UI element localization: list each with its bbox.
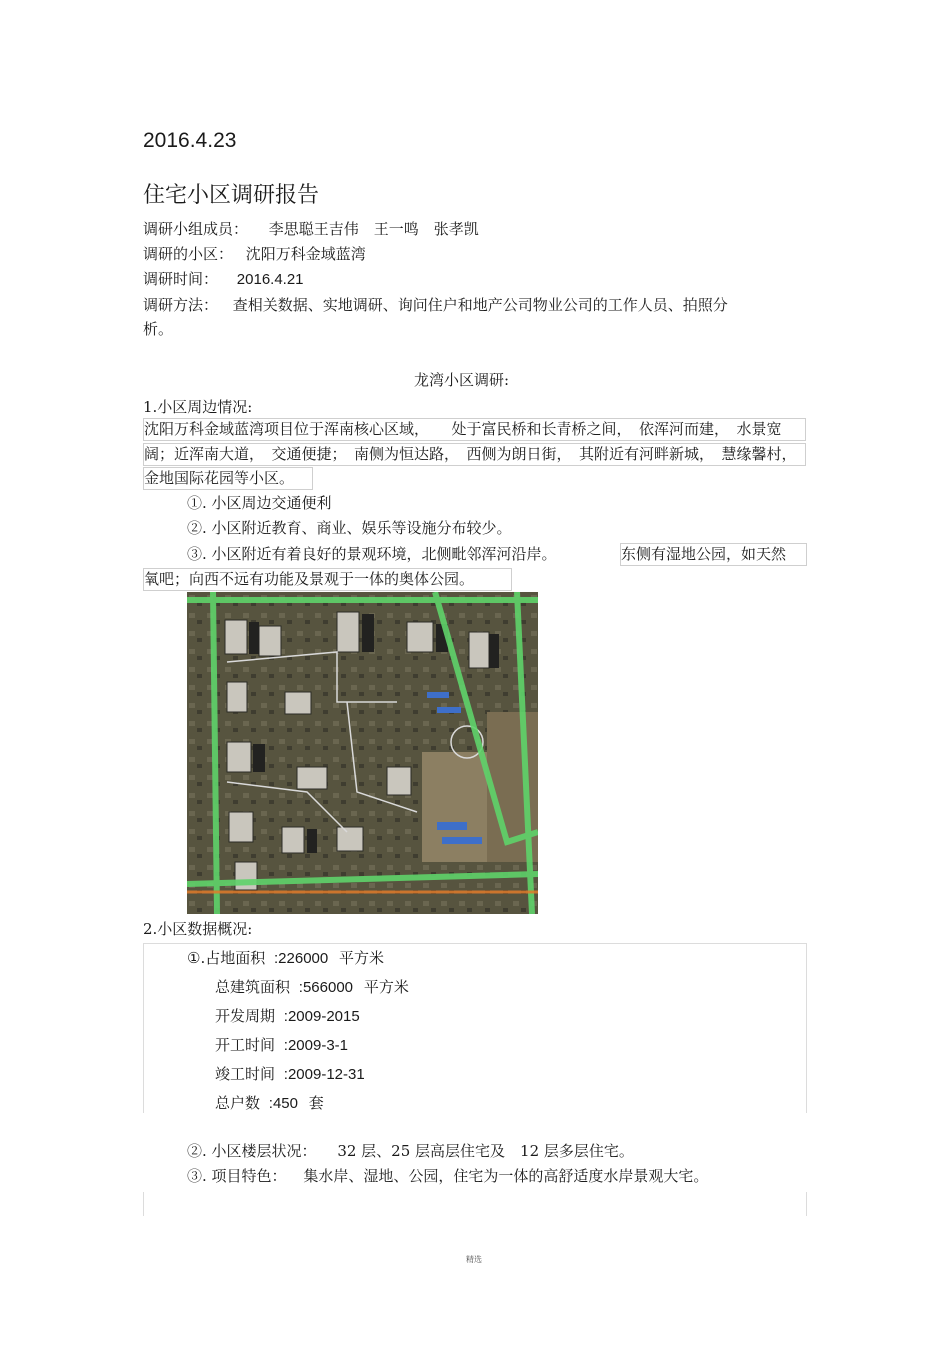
data-row-unit: 平方米 — [339, 949, 385, 967]
data-row — [215, 977, 409, 998]
surroundings-item-3-right: 东侧有湿地公园，如天然 — [620, 543, 807, 566]
data-row-value: :2009-12-31 — [283, 1066, 365, 1083]
data-row-label: 占地面积 — [205, 949, 266, 967]
members-line — [143, 219, 479, 239]
method-label: 调研方法： — [143, 296, 219, 314]
data-overview-heading: 2.小区数据概况: — [143, 920, 253, 938]
features-line — [187, 1166, 708, 1186]
data-row-label: 竣工时间 — [215, 1065, 276, 1083]
method-line — [143, 295, 728, 315]
data-row-label: 总户数 — [215, 1094, 261, 1112]
surroundings-item-3-cont: 氧吧；向西不远有功能及景观于一体的奥体公园。 — [143, 568, 512, 591]
community-line — [143, 244, 366, 264]
data-row-label: 开发周期 — [215, 1007, 276, 1025]
floors-line — [187, 1141, 634, 1161]
surroundings-para-line1: 沈阳万科金域蓝湾项目位于浑南核心区域， 处于富民桥和长青桥之间， 依浑河而建， 水景宽 — [143, 418, 806, 441]
surroundings-item-2: ②. 小区附近教育、商业、娱乐等设施分布较少。 — [187, 519, 512, 537]
report-date: 2016.4.23 — [143, 129, 237, 152]
surroundings-para-line2: 阔；近浑南大道， 交通便捷； 南侧为恒达路， 西侧为朗日街， 其附近有河畔新城， 慧缘馨村， — [143, 443, 806, 466]
data-row-prefix: ①. — [187, 949, 206, 967]
report-title: 住宅小区调研报告 — [143, 183, 320, 208]
data-row — [215, 1064, 365, 1085]
members-label: 调研小组成员： — [143, 220, 249, 238]
time-value: 2016.4.21 — [236, 271, 304, 288]
data-row-label: 开工时间 — [215, 1036, 276, 1054]
section-heading: 龙湾小区调研: — [414, 371, 510, 389]
data-row-value: :2009-3-1 — [283, 1037, 349, 1054]
page-footer: 精选 — [466, 1255, 482, 1264]
features-label: ③. 项目特色： — [187, 1167, 287, 1185]
bottom-frame-right — [806, 1192, 807, 1216]
method-value-cont: 析。 — [143, 320, 174, 338]
data-row-unit: 平方米 — [363, 978, 409, 996]
time-line — [143, 269, 304, 290]
data-row-value: :226000 — [274, 950, 329, 967]
floors-label: ②. 小区楼层状况： — [187, 1142, 317, 1160]
data-frame-right — [806, 943, 807, 1113]
data-row — [187, 948, 384, 969]
bottom-frame-left — [143, 1192, 144, 1216]
data-frame-left — [143, 943, 144, 1113]
data-row — [215, 1035, 348, 1056]
data-row — [215, 1093, 324, 1114]
data-row-unit: 套 — [308, 1094, 324, 1112]
surroundings-para-line3: 金地国际花园等小区。 — [143, 467, 313, 490]
members-value: 李思聪王吉伟 王一鸣 张孝凯 — [268, 220, 479, 238]
data-row-value: :450 — [268, 1095, 298, 1112]
features-value: 集水岸、湿地、公园，住宅为一体的高舒适度水岸景观大宅。 — [303, 1167, 709, 1185]
time-label: 调研时间： — [143, 270, 219, 288]
data-row-value: :566000 — [298, 979, 354, 996]
aerial-map-image — [187, 592, 538, 914]
surroundings-item-1: ①. 小区周边交通便利 — [187, 494, 332, 512]
floors-value: 32 层、25 层高层住宅及 12 层多层住宅。 — [337, 1142, 634, 1160]
data-row-label: 总建筑面积 — [215, 978, 291, 996]
surroundings-heading: 1.小区周边情况: — [143, 398, 253, 416]
data-row-value: :2009-2015 — [283, 1008, 360, 1025]
community-value: 沈阳万科金域蓝湾 — [245, 245, 366, 263]
surroundings-item-3: ③. 小区附近有着良好的景观环境，北侧毗邻浑河沿岸。 — [187, 545, 557, 563]
data-row — [215, 1006, 360, 1027]
community-label: 调研的小区： — [143, 245, 234, 263]
data-frame-top — [143, 943, 806, 944]
method-value: 查相关数据、实地调研、询问住户和地产公司物业公司的工作人员、拍照分 — [232, 296, 728, 314]
